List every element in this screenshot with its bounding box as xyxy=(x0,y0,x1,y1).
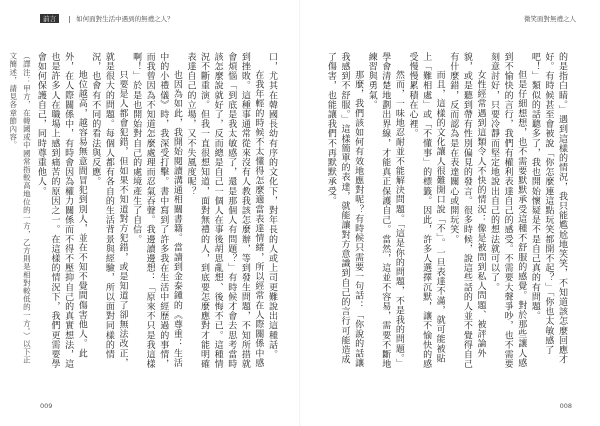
paragraph: 然而，一味地忍耐並不能解決問題。「這是你的問題，不是我的問題。」學會清楚地劃出界線，才能真正保護自己。當然，這並不容易，需要不斷地練習與勇氣。 xyxy=(366,52,404,369)
chapter-label: 前言 xyxy=(40,14,59,23)
right-page xyxy=(300,0,600,426)
paragraph: 口，尤其在韓國長幼有序的文化下，對年長的人或上司更難說出這種話。 xyxy=(267,52,277,360)
paragraph: 女性經常遇到這類令人不快的情況：像是被問到私人問題、被評論外貌，或是聽到帶有性別偏見的發言。很多時候，說這些話的人並不覺得自己有什麼錯，反而認為是在表達關心或開玩笑。 xyxy=(448,52,486,369)
header-divider xyxy=(69,16,70,23)
translator-note: （譯注：甲方，在韓國或中國常指較高地位的一方，乙方則是相對較低的一方。）以下正文簡述，請見各章節內容。 xyxy=(8,52,32,365)
paragraph: 在我年輕的時候不太懂得怎麼適當表達情緒，所以經常在人際關係中感到挫敗。這種事通常從來沒有人教我該怎麼辦，等到發生問題，不知所措就會煩惱「到底是我太敏感了，還是那個人有問題？」有時候才會去思考當時該怎麼說就好了，反而總是自己一個人在事後胡思亂想、後悔不已。這種情況不斷重演。但我一直很想知道，面對無禮的人，到底要怎麼應對才能明確表達自己的立場，又不失風度呢？ xyxy=(185,52,264,369)
paragraph: 地位越高，越容易無意間冒犯到別人，並在不知不覺間傷害他人。此外，在人際關係中，有時會因為權力關係而不得不壓抑自己的真實想法，這也是許多人在職場上感到痛苦的原因之一。在這樣的情況下，我們更需要學會如何保護自己，同時尊重他人。 xyxy=(35,52,87,369)
left-page-body xyxy=(8,52,278,372)
right-page-header xyxy=(524,14,576,23)
paragraph: 只要是人都會犯錯，但如果不知道對方犯錯，或是知道了卻無法改正，就是很大的問題。每個人都有各自的生活背景與經驗，所以面對同樣的情況，也會有不同的看法與反應。 xyxy=(90,52,128,368)
left-page-header xyxy=(40,14,174,23)
page-number: 009 xyxy=(40,402,53,410)
book-title-running-head: 如何面對生活中遇到的無禮之人？ xyxy=(76,15,174,23)
paragraph: 但是仔細想想，也不需要默默承受這種不舒服的感覺。對於那些讓人感到不愉快的言行，我們有權利表達自己的感受。不需要大聲爭吵，也不需要刻意討好，只要冷靜而堅定地說出自己的想法就可以了。 xyxy=(489,52,527,369)
paragraph: 而且，這樣的文化讓人很難開口說「不」。一旦表達不滿，就可能被貼上「難相處」或「不懂事」的標籤。因此，許多人選擇沉默，讓不愉快的感受慢慢累積在心裡。 xyxy=(407,52,445,369)
right-page-body xyxy=(320,52,568,372)
page-number: 008 xyxy=(559,402,572,410)
paragraph: 也因為如此，我開始閱讀溝通相關書籍。當讀到金泰鍾的《尊重：生活中的小禮儀》時，我深受打擊。書中寫到了許多我在生活中經歷過的事情，而我曾因為不知道怎麼處理而忍氣吞聲。我邊讀邊想：「原來不只是我這樣啊！」於是也開始對自己的處境產生了自信。 xyxy=(131,52,182,369)
paragraph: 的是指白睛。」遇到這樣的情況，我只能尷尬地笑笑，不知道該怎麼回應才好。有時候甚至會被說「你怎麼連這點玩笑都開不起？」「你也太敏感了吧！」類似的話聽多了，我也開始懷疑是不是自己真的有問題。 xyxy=(529,52,567,365)
chapter-title-running-head: 微笑面對無禮之人 xyxy=(524,15,576,23)
paragraph: 那麼，我們該如何有效地應對呢？有時候只需要一句話：「你說的話讓我感到不舒服。」這樣簡單的表達，就能讓對方意識到自己的言行可能造成了傷害，也能讓我們不再默默承受。 xyxy=(325,52,364,368)
